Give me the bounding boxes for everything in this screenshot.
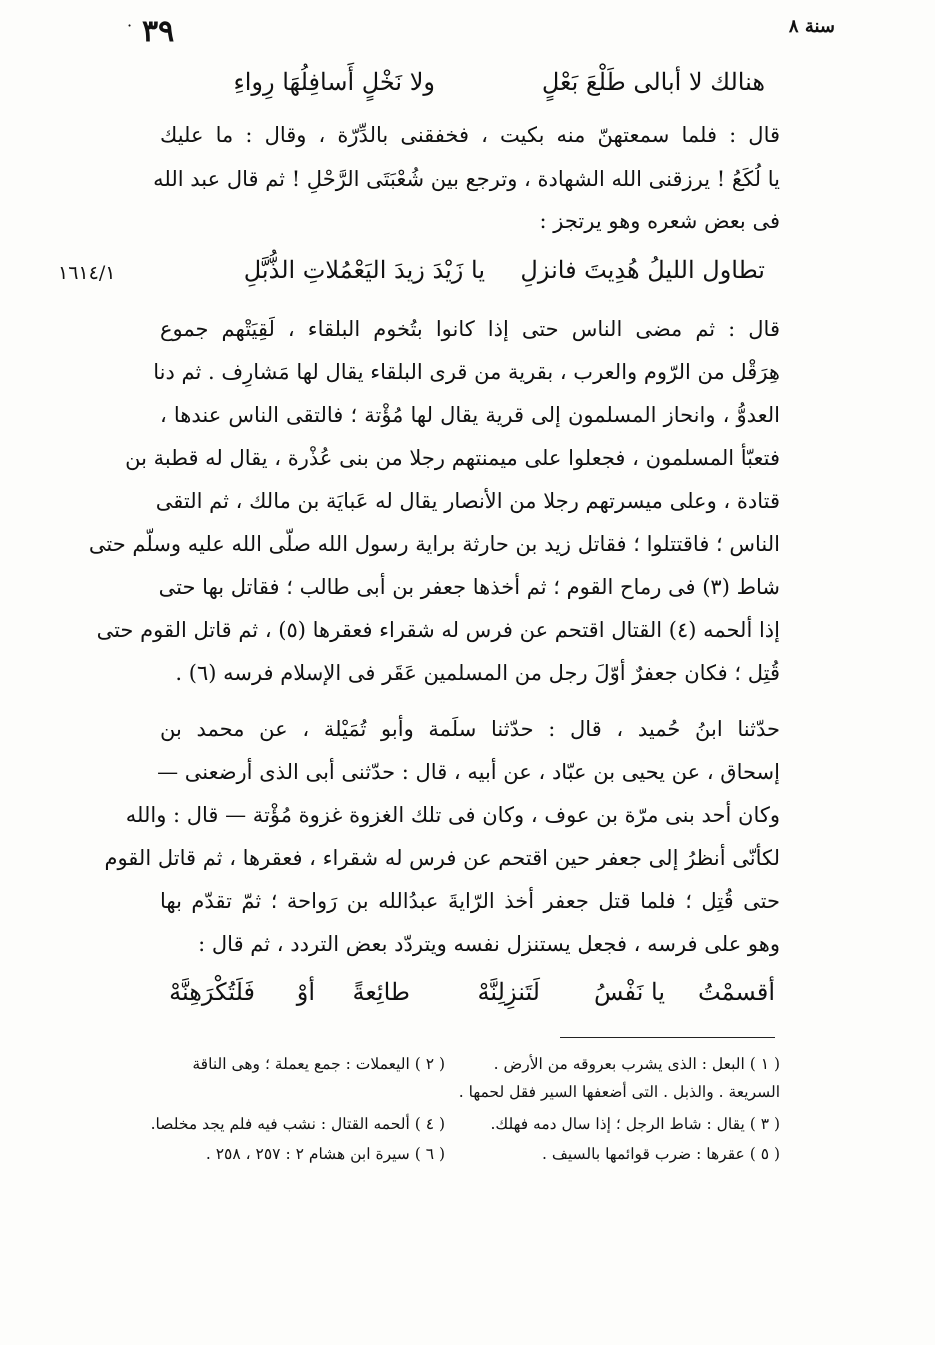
text-line: وكان أحد بنى مرّة بن عوف ، وكان فى تلك الغزوة غزوة مُؤْتة — قال : والله <box>125 803 780 827</box>
verse-3-word: أقسمْتُ <box>698 978 775 1006</box>
footnote-divider <box>560 1037 775 1038</box>
footnote-1: ( ١ ) البعل : الذى يشرب بعروقه من الأرض . <box>493 1055 780 1073</box>
text-line: لكأنّى أنظرُ إلى جعفر حين اقتحم عن فرس له شقراء ، فعقرها ، ثم قاتل القوم <box>104 846 780 870</box>
text-line: قال : فلما سمعتهنّ منه بكيت ، فخفقنى بالدِّرّة ، وقال : ما عليك <box>160 123 780 147</box>
text-line: قتادة ، وعلى ميسرتهم رجلا من الأنصار يقال له عَبايَة بن مالك ، ثم التقى <box>155 489 780 513</box>
verse-1-right-hemistich: هنالك لا أبالى طَلْعَ بَعْلٍ <box>541 68 765 96</box>
footnote-6: ( ٦ ) سيرة ابن هشام ٢ : ٢٥٧ ، ٢٥٨ . <box>205 1145 445 1163</box>
footnote-3: ( ٣ ) يقال : شاط الرجل ؛ إذا سال دمه فهلك. <box>490 1115 780 1133</box>
verse-3-word: لَتَنزِلِنَّهْ <box>477 978 540 1006</box>
text-line: إسحاق ، عن يحيى بن عبّاد ، عن أبيه ، قال : حدّثنى أبى الذى أرضعنى — <box>157 760 780 784</box>
page-mark: · <box>127 16 133 35</box>
footnote-4: ( ٤ ) ألحمه القتال : نشب فيه فلم يجد مخلصا. <box>150 1115 445 1133</box>
page-number: ٣٩ <box>142 14 175 49</box>
margin-reference: ١٦١٤/١ <box>58 262 116 284</box>
text-line: قُتِل ؛ فكان جعفرٌ أوّلَ رجل من المسلمين عَقَر فى الإسلام فرسه (٦) . <box>175 661 780 685</box>
verse-2-right-hemistich: يا زَيْدَ زيدَ اليَعْمُلاتِ الذُّبَّلِ <box>243 256 485 284</box>
text-line: حدّثنا ابنُ حُميد ، قال : حدّثنا سلَمة وأبو تُمَيْلة ، عن محمد بن <box>160 717 780 741</box>
footnote-2: ( ٢ ) اليعملات : جمع يعملة ؛ وهى الناقة <box>192 1055 445 1073</box>
verse-3-word: فَلَتُكْرَهِنَّهْ <box>169 978 255 1006</box>
running-head: سنة ٨ <box>788 16 835 37</box>
text-line: شاط (٣) فى رماح القوم ؛ ثم أخذها جعفر بن أبى طالب ؛ فقاتل بها حتى <box>158 575 780 599</box>
verse-1-left-hemistich: ولا نَخْلٍ أَسافِلُهَا رِواءِ <box>233 68 435 96</box>
text-line: وهو على فرسه ، فجعل يستنزل نفسه ويتردّد بعض التردد ، ثم قال : <box>198 932 780 956</box>
footnote-2-continued: السريعة . والذبل . التى أضعفها السير فقل لحمها . <box>458 1083 780 1101</box>
footnote-5: ( ٥ ) عقرها : ضرب قوائمها بالسيف . <box>541 1145 780 1163</box>
text-line: الناس ؛ فاقتتلوا ؛ فقاتل زيد بن حارثة براية رسول الله صلّى الله عليه وسلّم حتى <box>88 532 780 556</box>
text-line: حتى قُتِل ؛ فلما قتل جعفر أخذ الرّايةَ عبدُالله بن رَواحة ؛ ثمّ تقدّم بها <box>160 889 780 913</box>
verse-3-word: يا نَفْسُ <box>593 978 665 1006</box>
text-line: فتعبّأ المسلمون ، فجعلوا على ميمنتهم رجلا من بنى عُذْرة ، يقال له قطبة بن <box>125 446 780 470</box>
text-line: العدوُّ ، وانحاز المسلمون إلى قرية يقال لها مُؤْتة ؛ فالتقى الناس عندها ، <box>160 403 780 427</box>
verse-2-left-hemistich: تطاول الليلُ هُدِيتَ فانزلِ <box>520 256 765 284</box>
verse-3-word: طائِعةً <box>352 978 410 1006</box>
text-line: إذا ألحمه (٤) القتال اقتحم عن فرس له شقراء فعقرها (٥) ، ثم قاتل القوم حتى <box>96 618 780 642</box>
verse-3-word: أوْ <box>296 978 315 1006</box>
text-line: يا لُكَعُ ! يرزقنى الله الشهادة ، وترجع بين شُعْبَتَى الرَّحْلِ ! ثم قال عبد الله <box>153 167 780 191</box>
text-line: فى بعض شعره وهو يرتجز : <box>539 209 780 233</box>
text-line: هِرَقْل من الرّوم والعرب ، بقرية من قرى البلقاء يقال لها مَشارِف . ثم دنا <box>153 360 780 384</box>
text-line: قال : ثم مضى الناس حتى إذا كانوا بتُخوم البلقاء ، لَقِيَتْهم جموع <box>160 317 780 341</box>
